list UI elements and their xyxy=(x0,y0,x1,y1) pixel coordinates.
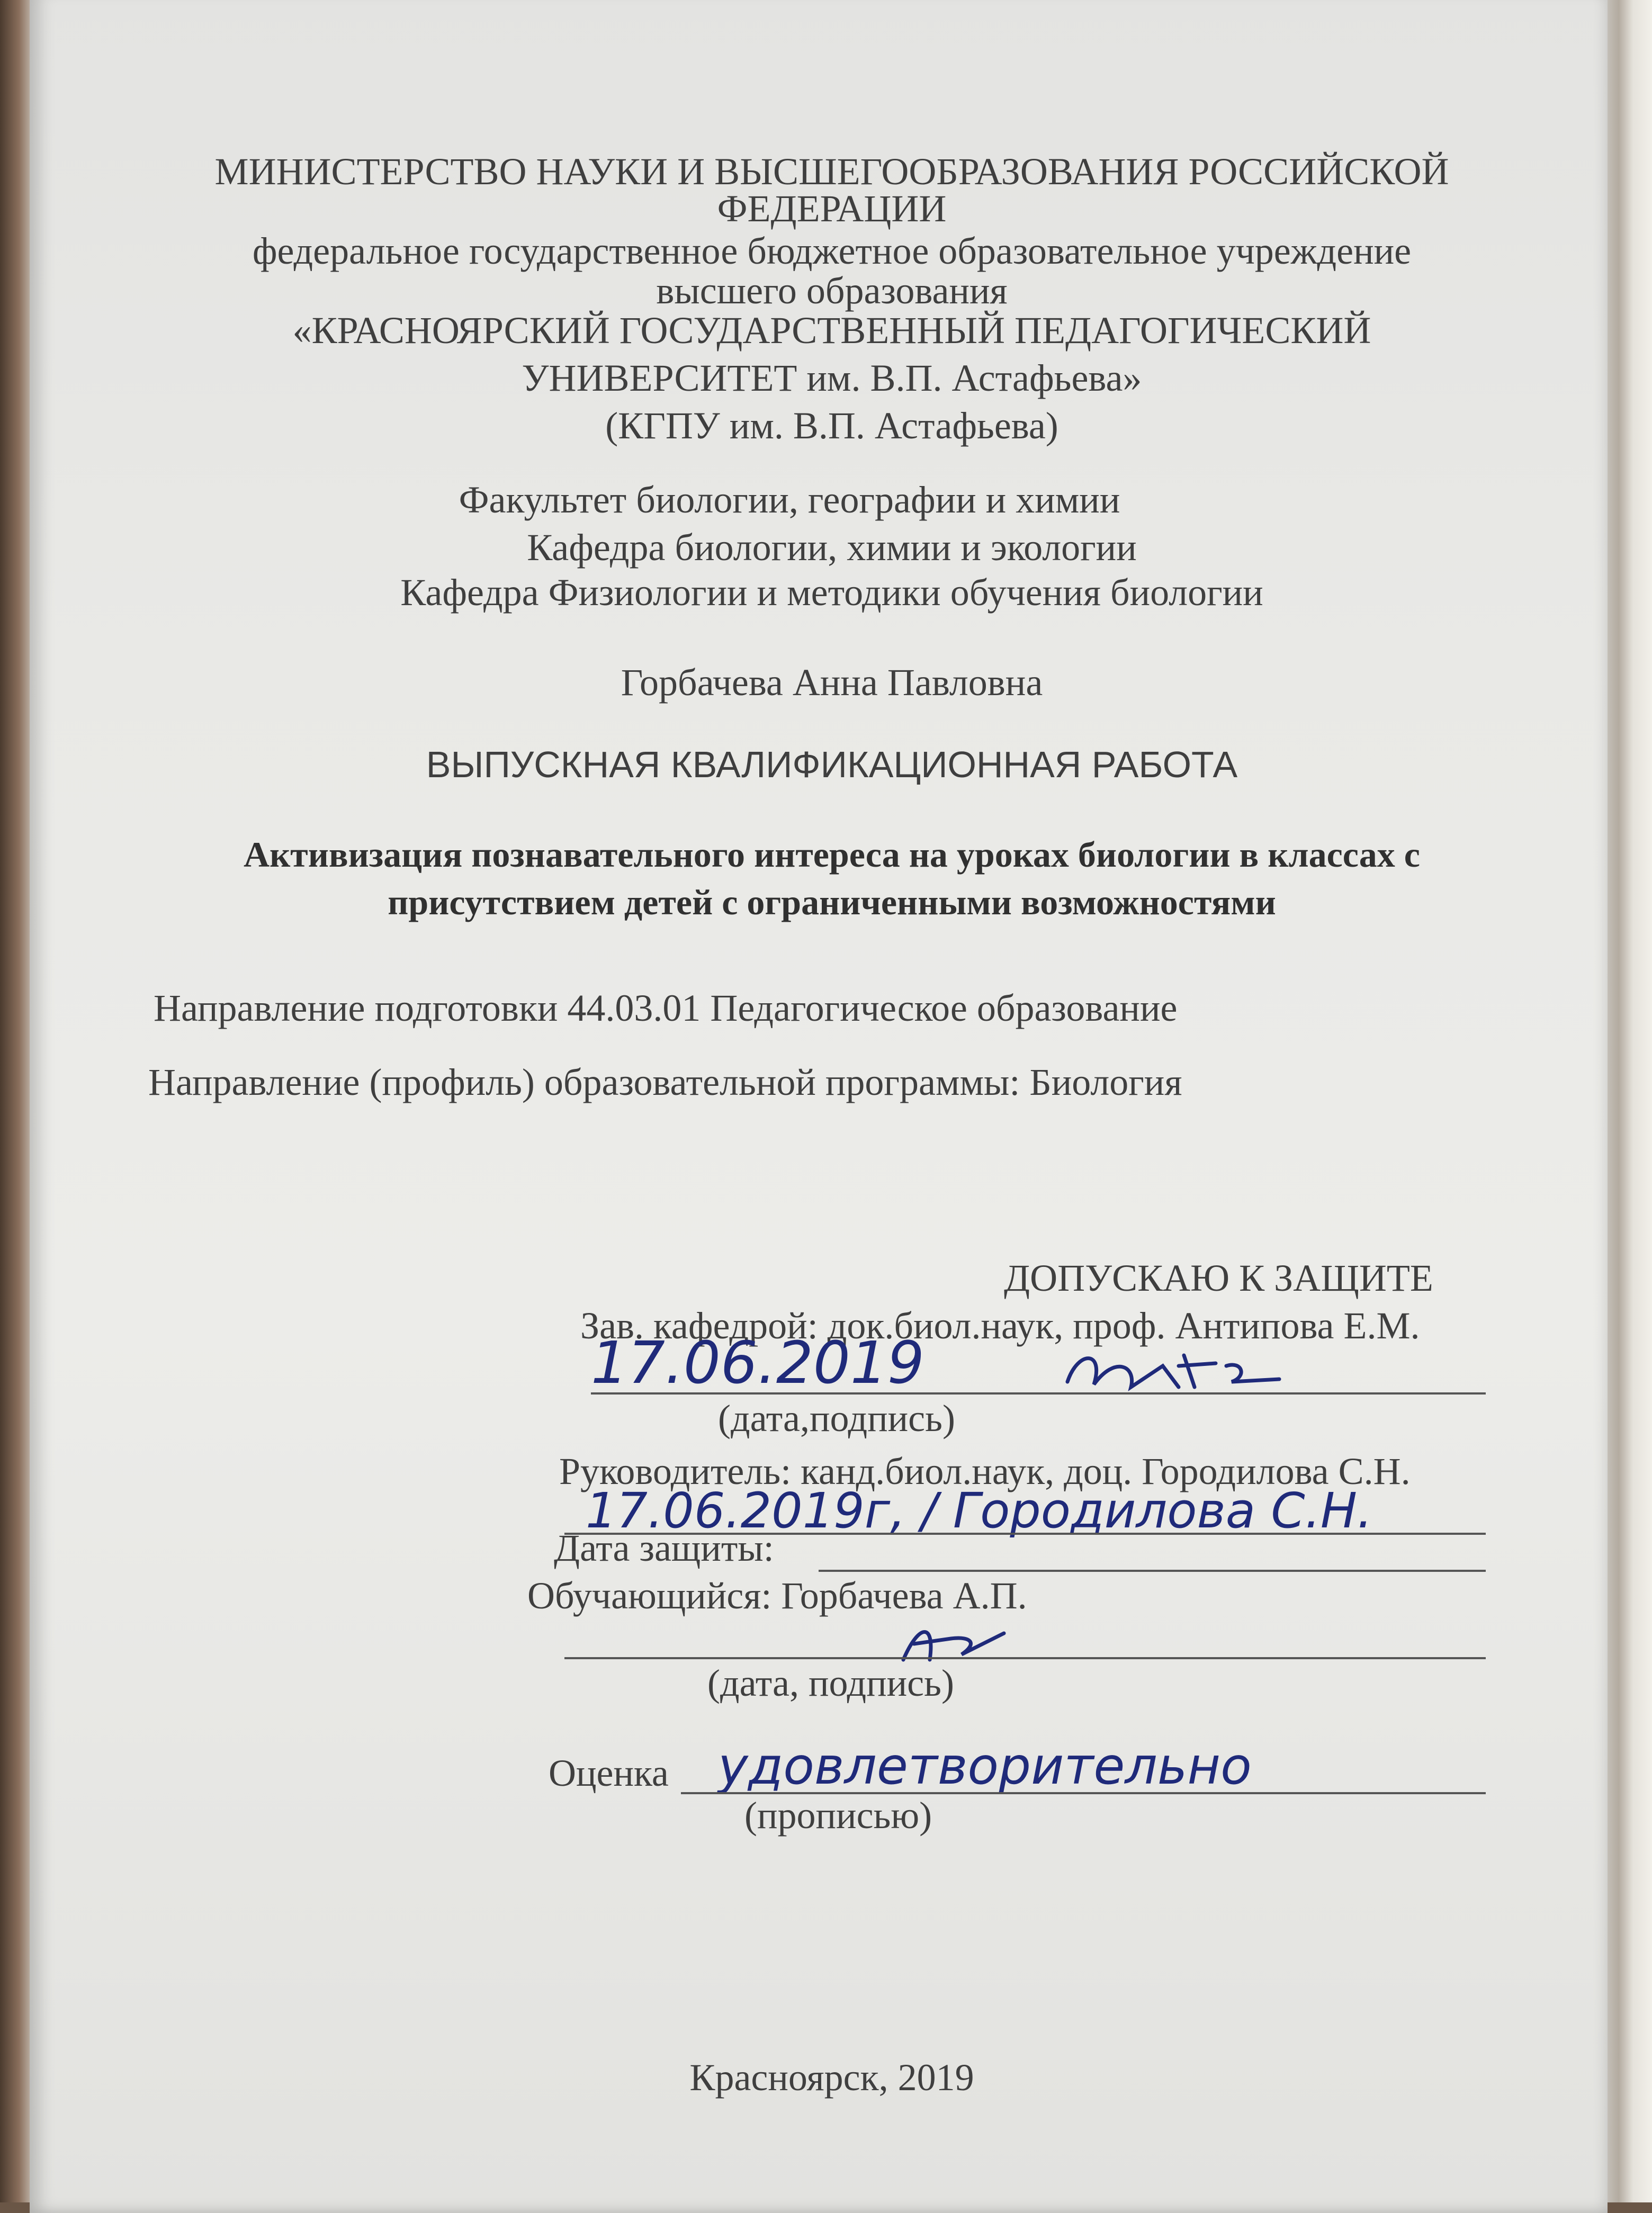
background-edge-left xyxy=(0,0,32,2202)
footer-city-year: Красноярск, 2019 xyxy=(689,2056,974,2099)
grade-caption: (прописью) xyxy=(744,1794,932,1837)
department-1: Кафедра биологии, химии и экологии xyxy=(527,526,1137,569)
ministry-line2: ФЕДЕРАЦИИ xyxy=(717,187,947,230)
program-profile: Направление (профиль) образовательной программы: Биология xyxy=(148,1061,1182,1103)
student-date-sign-caption: (дата, подпись) xyxy=(707,1662,954,1704)
head-date-sign-caption: (дата,подпись) xyxy=(718,1397,955,1440)
head-handwritten-date: 17.06.2019 xyxy=(591,1329,924,1397)
university-line1: «КРАСНОЯРСКИЙ ГОСУДАРСТВЕННЫЙ ПЕДАГОГИЧЕСКИЙ xyxy=(292,309,1371,352)
thesis-title-line2: присутствием детей с ограниченными возможностями xyxy=(388,882,1276,922)
work-type: ВЫПУСКНАЯ КВАЛИФИКАЦИОННАЯ РАБОТА xyxy=(426,744,1238,785)
thesis-title-line1: Активизация познавательного интереса на уроках биологии в классах с xyxy=(244,834,1420,875)
grade-handwritten: удовлетворительно xyxy=(718,1737,1252,1796)
ministry-line1: МИНИСТЕРСТВО НАУКИ И ВЫСШЕГООБРАЗОВАНИЯ РОССИЙСКОЙ xyxy=(214,150,1449,193)
supervisor: Руководитель: канд.биол.наук, доц. Городилова С.Н. xyxy=(559,1450,1411,1492)
author-name: Горбачева Анна Павловна xyxy=(621,661,1043,704)
student-sign-line xyxy=(564,1657,1486,1659)
grade-label: Оценка xyxy=(549,1752,669,1794)
approval-heading: ДОПУСКАЮ К ЗАЩИТЕ xyxy=(1004,1257,1433,1299)
training-direction: Направление подготовки 44.03.01 Педагогическое образование xyxy=(154,987,1178,1029)
university-short: (КГПУ им. В.П. Астафьева) xyxy=(605,404,1058,447)
faculty-name: Факультет биологии, географии и химии xyxy=(459,479,1120,521)
supervisor-handwritten: 17.06.2019г, / Городилова С.Н. xyxy=(586,1482,1373,1539)
university-line2: УНИВЕРСИТЕТ им. В.П. Астафьева» xyxy=(522,357,1142,399)
head-sign-line xyxy=(591,1392,1486,1395)
defense-date-label: Дата защиты: xyxy=(554,1527,774,1569)
institution-type-line2: высшего образования xyxy=(656,269,1008,312)
institution-type-line1: федеральное государственное бюджетное образовательное учреждение xyxy=(252,230,1412,272)
defense-date-line xyxy=(819,1570,1486,1572)
department-2: Кафедра Физиологии и методики обучения биологии xyxy=(400,571,1263,614)
head-of-department: Зав. кафедрой: док.биол.наук, проф. Антипова Е.М. xyxy=(580,1305,1420,1347)
student: Обучающийся: Горбачева А.П. xyxy=(527,1575,1027,1617)
document-page xyxy=(30,0,1608,2213)
